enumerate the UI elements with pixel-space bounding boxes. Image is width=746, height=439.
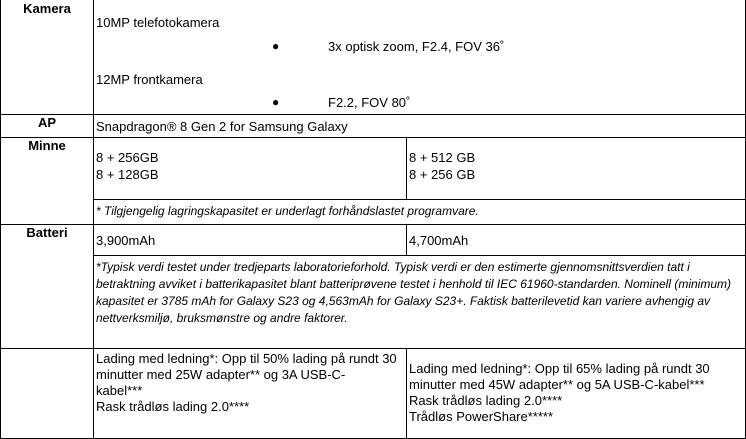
lading-right-line1: Lading med ledning*: Opp til 65% lading på rundt 30: [409, 361, 710, 376]
tele-camera-spec: 3x optisk zoom, F2.4, FOV 36˚: [328, 39, 505, 54]
label-lading: [1, 349, 94, 439]
row-ap: [1, 115, 746, 138]
batteri-right-cell: [407, 225, 746, 256]
minne-right-line1: 8 + 512 GB: [409, 150, 476, 165]
row-kamera: [1, 0, 746, 115]
ap-value: Snapdragon® 8 Gen 2 for Samsung Galaxy: [96, 118, 348, 134]
batteri-note-line3: kapasitet er 3785 mAh for Galaxy S23 og 4,563mAh for Galaxy S23+. Faktisk batterilevetid kan variere avhengig av: [96, 294, 710, 308]
label-minne: Minne: [1, 138, 94, 225]
row-batteri-note: [1, 256, 746, 349]
row-minne-values: [1, 138, 746, 200]
lading-right-line2: minutter med 45W adapter** og 5A USB-C-kabel***: [409, 377, 705, 392]
ap-cell: [94, 115, 746, 138]
label-ap: AP: [1, 115, 94, 138]
batteri-note-line1: *Typisk verdi testet under tredjeparts laboratorieforhold. Typisk verdi er den estimerte gjennomsnittsverdien tatt i: [96, 260, 690, 274]
kamera-cell: [94, 0, 746, 115]
front-camera-title: 12MP frontkamera: [96, 72, 203, 87]
minne-right-cell: [407, 138, 746, 200]
lading-left-line4: Rask trådløs lading 2.0****: [96, 399, 250, 414]
batteri-left-value: 3,900mAh: [96, 232, 156, 248]
batteri-note-line4: nettverksmiljø, bruksmønstre og andre faktorer.: [96, 311, 348, 325]
bullet-icon: ●: [272, 39, 280, 53]
minne-left-cell: [94, 138, 407, 200]
lading-right-line4: Trådløs PowerShare*****: [409, 409, 554, 424]
front-camera-spec: F2.2, FOV 80˚: [328, 95, 411, 110]
batteri-note-line2: betraktning avviket i batterikapasitet blant batteriprøvene testet i henhold til IEC 61960-standarden. Nominell (minimum): [96, 277, 731, 291]
minne-note-cell: [94, 200, 746, 225]
lading-left-line1: Lading med ledning*: Opp til 50% lading på rundt 30: [96, 351, 397, 366]
label-batteri: Batteri: [1, 225, 94, 349]
row-batteri-values: [1, 225, 746, 256]
minne-left-line2: 8 + 128GB: [96, 167, 159, 182]
minne-right-line2: 8 + 256 GB: [409, 167, 476, 182]
minne-left-line1: 8 + 256GB: [96, 150, 159, 165]
batteri-right-value: 4,700mAh: [409, 232, 469, 248]
batteri-note-cell: [94, 256, 746, 349]
tele-camera-title: 10MP telefotokamera: [96, 15, 220, 30]
lading-right-line3: Rask trådløs lading 2.0****: [409, 393, 563, 408]
batteri-left-cell: [94, 225, 407, 256]
bullet-icon: ●: [272, 95, 280, 109]
lading-right-cell: [407, 349, 746, 439]
row-lading: [1, 349, 746, 439]
row-minne-note: [1, 200, 746, 225]
lading-left-cell: [94, 349, 407, 439]
label-kamera: Kamera: [1, 0, 94, 115]
minne-note: * Tilgjengelig lagringskapasitet er underlagt forhåndslastet programvare.: [96, 204, 479, 218]
lading-left-line3: kabel***: [96, 383, 143, 398]
lading-left-line2: minutter med 25W adapter** og 3A USB-C-: [96, 367, 346, 382]
